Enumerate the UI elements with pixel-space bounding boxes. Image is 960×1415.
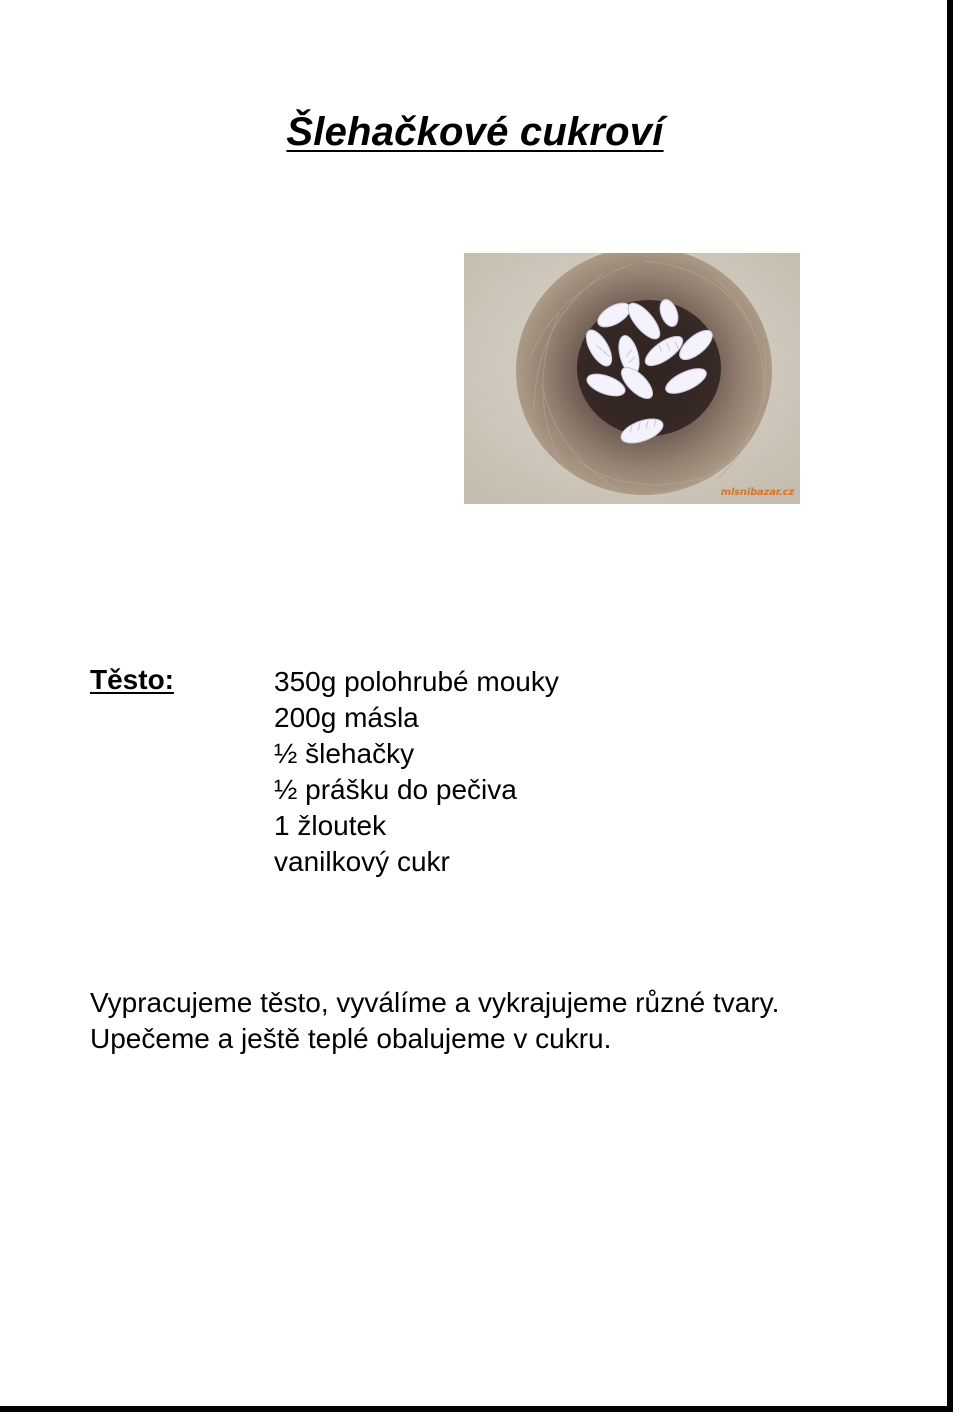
page-border-bottom [0,1406,953,1412]
instruction-line: Vypracujeme těsto, vyválíme a vykrajujeme různé tvary. [90,987,780,1018]
recipe-photo [464,253,800,504]
page-title: Šlehačkové cukroví [286,110,664,154]
ingredient-item: 200g másla [274,702,419,733]
ingredient-item: vanilkový cukr [274,846,450,877]
ingredient-list [274,664,559,880]
page-border-right [947,0,953,1412]
ingredient-item: ½ prášku do pečiva [274,774,517,805]
ingredient-item: 350g polohrubé mouky [274,666,559,697]
photo-watermark: mlsnibazar.cz [720,487,794,498]
ingredient-item: ½ šlehačky [274,738,415,769]
dough-label: Těsto: [90,664,174,695]
instruction-line: Upečeme a ještě teplé obalujeme v cukru. [90,1023,612,1054]
cookies-on-plate-image [464,253,800,504]
instructions [90,985,779,1057]
ingredient-item: 1 žloutek [274,810,387,841]
